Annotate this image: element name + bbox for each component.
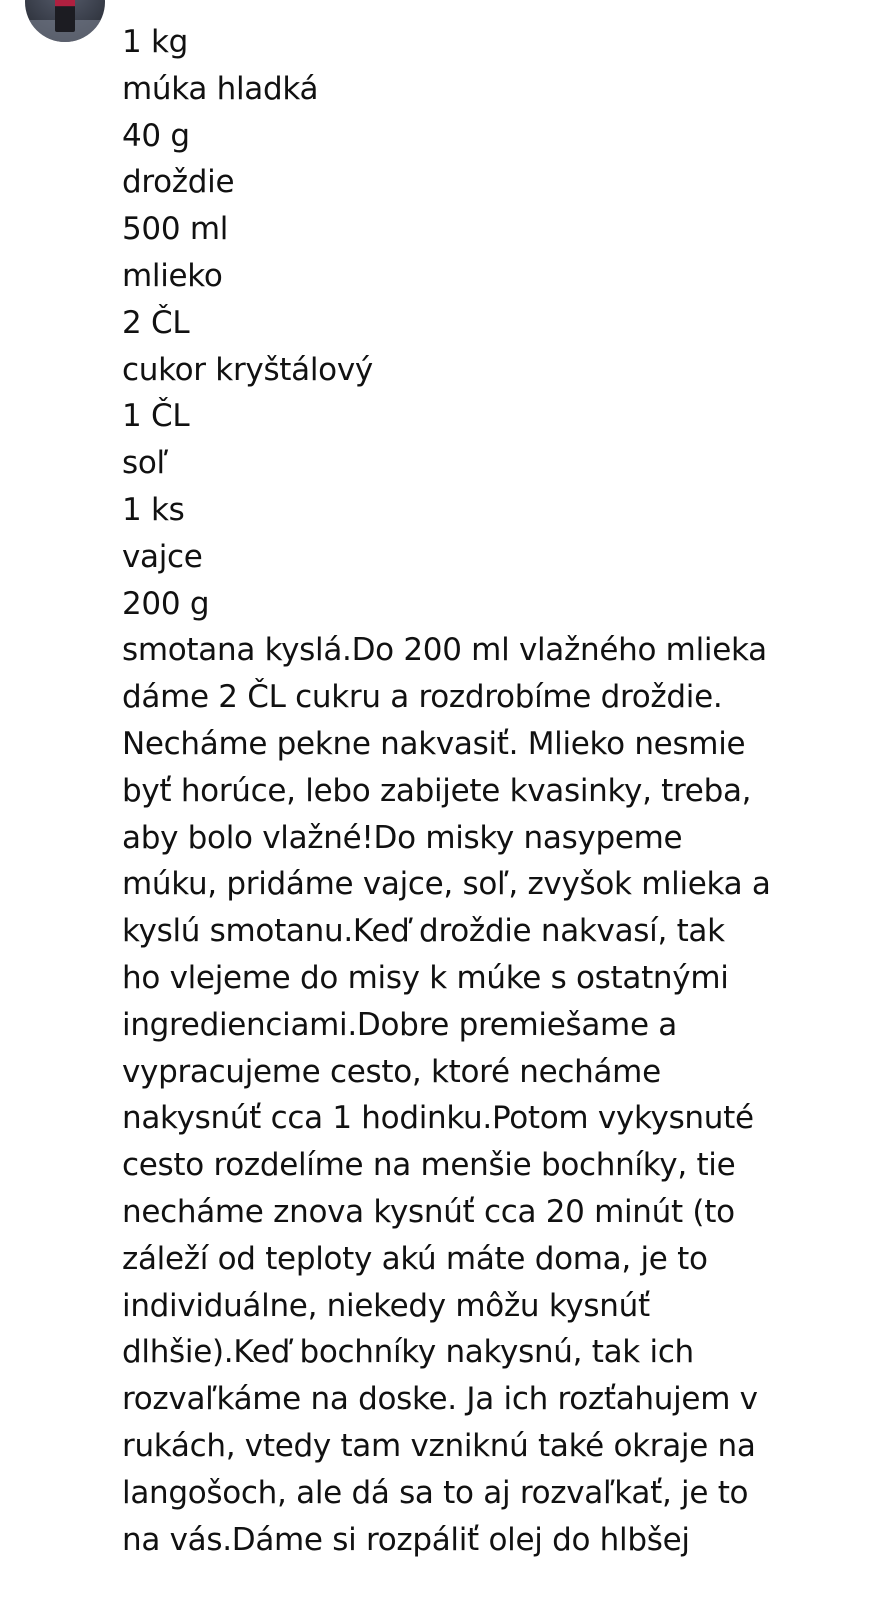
comment-line: múka hladká (122, 70, 319, 107)
comment-text (122, 19, 862, 1563)
comment-line: soľ (122, 445, 168, 482)
avatar[interactable] (25, 0, 105, 42)
comment-line: rukách, vtedy tam vzniknú také okraje na (122, 1427, 756, 1464)
comment-line: individuálne, niekedy môžu kysnúť (122, 1287, 650, 1324)
comment-line: 2 ČL (122, 304, 190, 341)
comment-line: mlieko (122, 257, 223, 294)
comment-line: 1 ČL (122, 398, 190, 435)
comment-line: vypracujeme cesto, ktoré necháme (122, 1053, 661, 1090)
comment-line: cesto rozdelíme na menšie bochníky, tie (122, 1147, 736, 1184)
comment-line: cukor kryštálový (122, 351, 373, 388)
comment-line: 40 g (122, 117, 190, 154)
comment-line: ingredienciami.Dobre premiešame a (122, 1006, 677, 1043)
comment-line: nakysnúť cca 1 hodinku.Potom vykysnuté (122, 1100, 754, 1137)
comment-line: byť horúce, lebo zabijete kvasinky, treba, (122, 772, 752, 809)
comment-line: 1 kg (122, 24, 189, 60)
comment-line: 500 ml (122, 211, 229, 248)
comment-line: záleží od teploty akú máte doma, je to (122, 1240, 708, 1277)
comment-line: dlhšie).Keď bochníky nakysnú, tak ich (122, 1334, 694, 1371)
comment-line: aby bolo vlažné!Do misky nasypeme (122, 819, 683, 856)
comment-line: langošoch, ale dá sa to aj rozvaľkať, je to (122, 1474, 749, 1511)
comment-line: droždie (122, 164, 235, 201)
avatar-figure (55, 0, 75, 32)
comment-line: smotana kyslá.Do 200 ml vlažného mlieka (122, 632, 767, 669)
comment-line: 200 g (122, 585, 210, 622)
comment-line: ho vlejeme do misy k múke s ostatnými (122, 959, 729, 996)
comment-line: necháme znova kysnúť cca 20 minút (to (122, 1193, 735, 1230)
comment-line: vajce (122, 538, 203, 575)
comment-line: na vás.Dáme si rozpáliť olej do hlbšej (122, 1521, 690, 1558)
comment-line: Necháme pekne nakvasiť. Mlieko nesmie (122, 725, 746, 762)
comment-line: rozvaľkáme na doske. Ja ich rozťahujem v (122, 1381, 758, 1418)
comment-line: múku, pridáme vajce, soľ, zvyšok mlieka a (122, 866, 771, 903)
comment-line: dáme 2 ČL cukru a rozdrobíme droždie. (122, 679, 723, 716)
comment-line: kyslú smotanu.Keď droždie nakvasí, tak (122, 913, 725, 950)
comment-line: 1 ks (122, 491, 185, 528)
